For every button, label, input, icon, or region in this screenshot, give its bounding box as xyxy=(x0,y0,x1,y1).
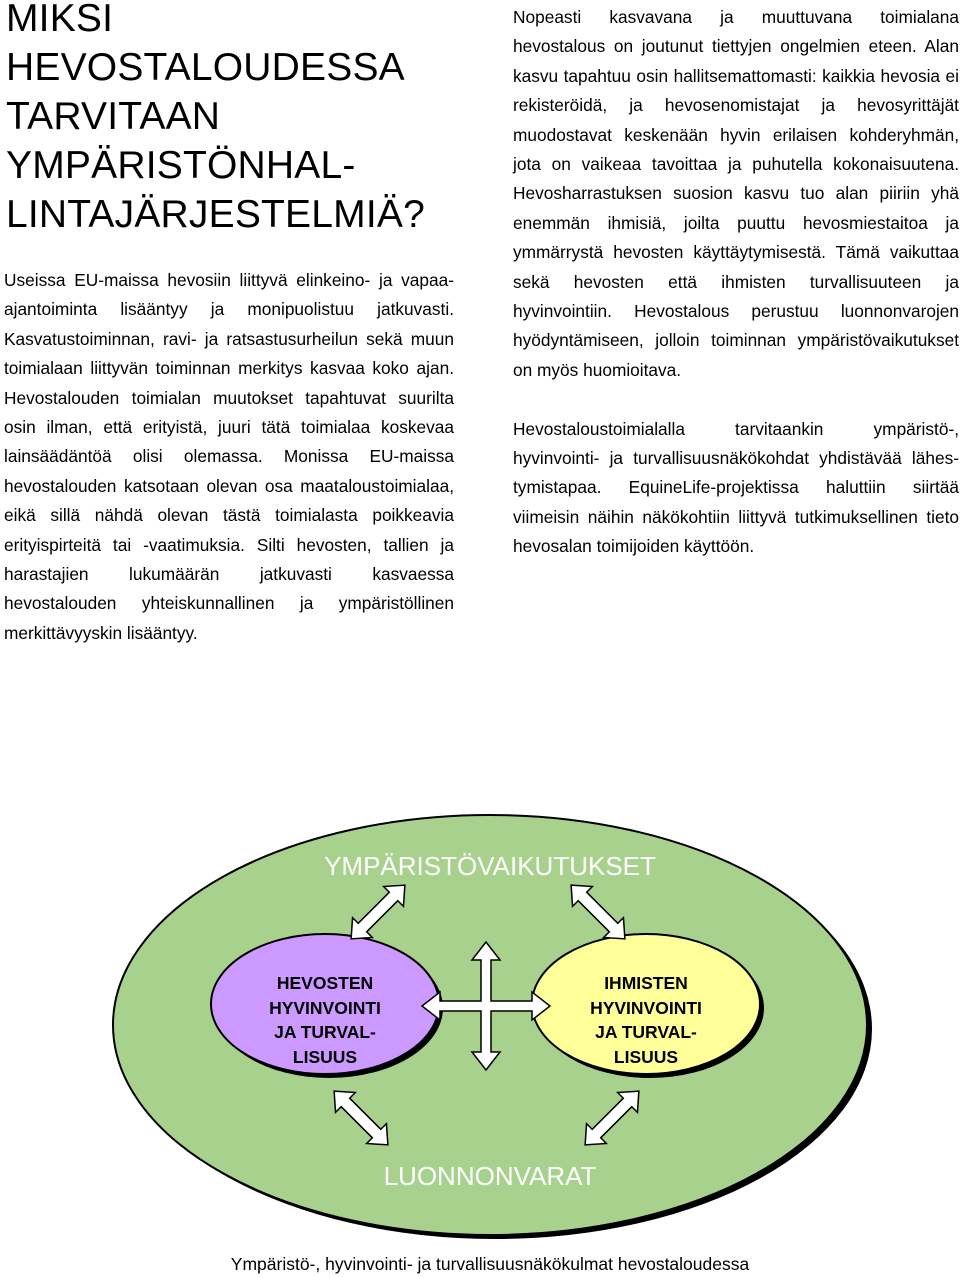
right-circle-label xyxy=(546,971,746,1069)
title-line: MIKSI xyxy=(6,0,114,40)
right-column-paragraph-2: Hevostaloustoimialalla tarvitaankin ympäristö-, hyvinvointi- ja turvallisuusnäkökohdat yhdistävää lähes-tymistapaa. EquineLife-projektissa haluttiin siirtää viimeisin näihin näkökohtiin liittyvä tutkimuksellinen tieto hevosalan toimijoiden käyttöön. xyxy=(513,418,959,557)
diagram-bottom-label: LUONNONVARAT xyxy=(383,1161,597,1191)
right-column-paragraph-1: Nopeasti kasvavana ja muuttuvana toimialana hevostalous on joutunut tiettyjen ongelmien eteen. Alan kasvu tapahtuu osin hallitsemattomasti: kaikkia hevosia ei rekisteröidä, ja hevosenomistajat ja hevosyrittäjät muodostavat keskenään hyvin erilaisen kohderyhmän, jota on vaikeaa tavoittaa ja puhutella kokonaisuutena. Hevosharrastuksen suosion kasvu tuo alan piiriin yhä enemmän ihmisiä, joilta puuttu hevosmiestaitoa ja ymmärrystä hevosten käyttäytymisestä. Tämä vaikuttaa sekä hevosten että ihmisten turvallisuuteen ja hyvinvointiin. Hevostalous perustuu luonnonvarojen hyödyntämiseen, jolloin toiminnan ympäristövaikutukset on myös huomioitava. xyxy=(513,7,959,380)
title-line: TARVITAAN xyxy=(6,95,221,138)
left-column-paragraph: Useissa EU-maissa hevosiin liittyvä elinkeino- ja vapaa-ajantoiminta lisääntyy ja monipuolistuu jatkuvasti. Kasvatustoiminnan, ravi- ja ratsastusurheilun sekä muun toimialaan liittyvän toiminnan merkitys kasvaa koko ajan. Hevostalouden toimialan muutokset tapahtuvat suurilta osin ilman, että erityistä, juuri tätä toimialaa koskevaa lainsäädäntöä olisi olemassa. Monissa EU-maissa hevostalouden katsotaan olevan osa maataloustoimialaa, eikä sillä nähdä olevan tästä toimialasta poikkeavia erityispirteitä tai -vaatimuksia. Silti hevosten, tallien ja harastajien lukumäärän jatkuvasti kasvaessa hevostalouden yhteiskunnallinen ja ympäristöllinen merkittävyyskin lisääntyy. xyxy=(4,270,454,643)
right-circle-line: LISUUS xyxy=(613,1046,679,1067)
diagram-top-label: YMPÄRISTÖVAIKUTUKSET xyxy=(324,851,656,881)
left-circle-label xyxy=(225,971,425,1069)
left-circle-line: LISUUS xyxy=(292,1046,358,1067)
title-line: YMPÄRISTÖNHAL- xyxy=(6,144,356,187)
diagram-caption: Ympäristö-, hyvinvointi- ja turvallisuusnäkökulmat hevostaloudessa xyxy=(230,1254,750,1274)
title-line: LINTAJÄRJESTELMIÄ? xyxy=(6,193,425,236)
left-circle-line: JA TURVAL- xyxy=(274,1022,376,1042)
left-circle-line: HEVOSTEN xyxy=(276,973,374,993)
right-circle-line: IHMISTEN xyxy=(604,973,688,993)
right-circle-line: HYVINVOINTI xyxy=(590,997,702,1018)
right-circle-line: JA TURVAL- xyxy=(595,1022,697,1042)
page-title xyxy=(6,0,476,239)
left-circle-line: HYVINVOINTI xyxy=(269,997,381,1018)
relationship-diagram xyxy=(0,800,960,1240)
title-line: HEVOSTALOUDESSA xyxy=(6,46,405,89)
right-column xyxy=(513,3,959,562)
